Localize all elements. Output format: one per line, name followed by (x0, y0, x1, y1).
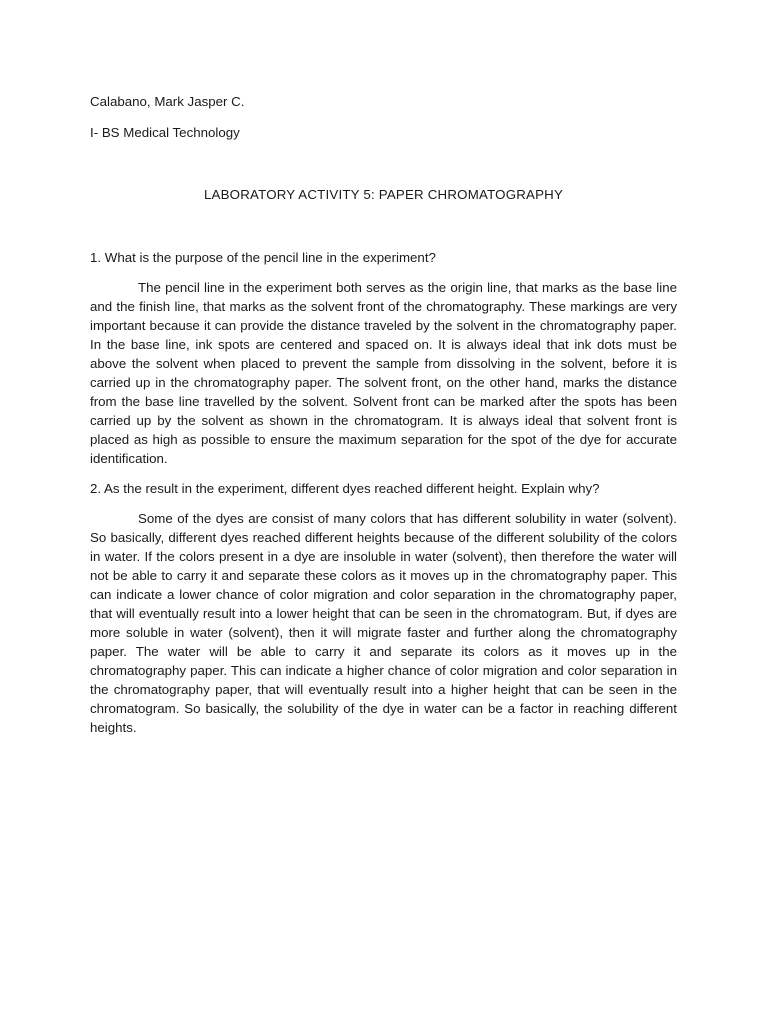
answer-2: Some of the dyes are consist of many colors that has different solubility in water (solvent). So basically, different dyes reached different heights because of the different solubility of the colors in water. If the colors present in a dye are insoluble in water (solvent), then therefore the water will not be able to carry it and separate these colors as it moves up in the chromatography paper. This can indicate a lower chance of color migration and color separation in the chromatography paper, that will eventually result into a lower height that can be seen in the chromatogram. But, if dyes are more soluble in water (solvent), then it will migrate faster and further along the chromatography paper. The water will be able to carry it and separate its colors as it moves up in the chromatography paper. This can indicate a higher chance of color migration and color separation in the chromatography paper, that will eventually result into a higher height that can be seen in the chromatogram. So basically, the solubility of the dye in water can be a factor in reaching different heights. (90, 511, 677, 735)
question-1: 1. What is the purpose of the pencil line in the experiment? (90, 250, 436, 265)
author-program: I- BS Medical Technology (90, 125, 240, 140)
author-name: Calabano, Mark Jasper C. (90, 94, 245, 109)
document-body (90, 92, 677, 737)
document-title: LABORATORY ACTIVITY 5: PAPER CHROMATOGRAPHY (203, 187, 564, 202)
question-2: 2. As the result in the experiment, different dyes reached different height. Explain why? (90, 481, 600, 496)
answer-1: The pencil line in the experiment both serves as the origin line, that marks as the base line and the finish line, that marks as the solvent front of the chromatography. These markings are very important because it can provide the distance traveled by the solvent in the chromatography paper. In the base line, ink spots are centered and spaced on. It is always ideal that ink dots must be above the solvent when placed to prevent the sample from dissolving in the solvent, before it is carried up in the chromatography paper. The solvent front, on the other hand, marks the distance from the base line travelled by the solvent. Solvent front can be marked after the spots has been carried up by the solvent as shown in the chromatogram. It is always ideal that solvent front is placed as high as possible to ensure the maximum separation for the spot of the dye for accurate identification. (90, 280, 677, 466)
